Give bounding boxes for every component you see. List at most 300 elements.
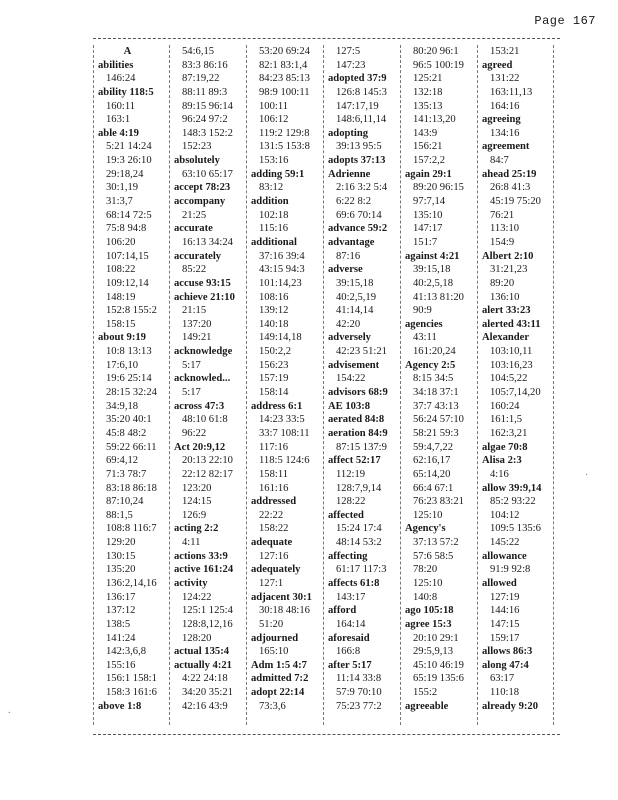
index-reference: 19:6 25:14 bbox=[106, 373, 152, 385]
index-word: ability 118:5 bbox=[98, 86, 154, 98]
index-column-1 bbox=[93, 45, 170, 725]
index-reference: 69:4,12 bbox=[106, 455, 139, 467]
index-reference: 155:2 bbox=[413, 687, 438, 699]
index-reference: 165:10 bbox=[259, 646, 289, 658]
index-word: achieve 21:10 bbox=[174, 291, 235, 303]
index-word: Alisa 2:3 bbox=[482, 455, 522, 467]
index-word: Albert 2:10 bbox=[482, 250, 534, 262]
index-word: allows 86:3 bbox=[482, 646, 533, 658]
index-word: additional bbox=[251, 236, 297, 248]
index-reference: 89:20 96:15 bbox=[413, 182, 464, 194]
word-index-table bbox=[93, 45, 560, 725]
index-reference: 11:14 33:8 bbox=[336, 673, 382, 685]
index-word: adversely bbox=[328, 332, 371, 344]
index-reference: 76:21 bbox=[490, 209, 515, 221]
index-reference: 130:15 bbox=[106, 550, 136, 562]
index-reference: 89:15 96:14 bbox=[182, 100, 233, 112]
index-reference: 96:24 97:2 bbox=[182, 114, 228, 126]
index-reference: 135:20 bbox=[106, 564, 136, 576]
index-reference: 37:13 57:2 bbox=[413, 537, 459, 549]
index-reference: 5:17 bbox=[182, 387, 201, 399]
index-reference: 141:13,20 bbox=[413, 114, 456, 126]
index-word: address 6:1 bbox=[251, 400, 303, 412]
index-word: agreeable bbox=[405, 700, 449, 712]
index-reference: 127:5 bbox=[336, 46, 361, 57]
index-reference: 156:1 158:1 bbox=[106, 673, 157, 685]
index-reference: 149:21 bbox=[182, 332, 212, 344]
index-reference: 82:1 83:1,4 bbox=[259, 59, 308, 71]
index-reference: 37:7 43:13 bbox=[413, 400, 459, 412]
index-reference: 156:21 bbox=[413, 141, 443, 153]
index-word: affected bbox=[328, 509, 364, 521]
index-word: alerted 43:11 bbox=[482, 318, 541, 330]
index-reference: 105:7,14,20 bbox=[490, 387, 541, 399]
index-reference: 30:1,19 bbox=[106, 182, 139, 194]
index-reference: 160:11 bbox=[106, 100, 136, 112]
index-reference: 135:13 bbox=[413, 100, 443, 112]
index-reference: 35:20 40:1 bbox=[106, 414, 152, 426]
index-reference: 157:19 bbox=[259, 373, 289, 385]
index-reference: 154:9 bbox=[490, 236, 515, 248]
index-word: accompany bbox=[174, 196, 226, 208]
index-reference: 48:10 61:8 bbox=[182, 414, 228, 426]
index-reference: 110:18 bbox=[490, 687, 520, 699]
index-reference: 85:2 93:22 bbox=[490, 496, 536, 508]
index-reference: 147:17,19 bbox=[336, 100, 379, 112]
index-reference: 112:19 bbox=[336, 468, 366, 480]
index-reference: 164:16 bbox=[490, 100, 520, 112]
index-word: accurate bbox=[174, 223, 213, 235]
index-reference: 103:16,23 bbox=[490, 359, 533, 371]
index-reference: 151:7 bbox=[413, 236, 438, 248]
index-column-6 bbox=[478, 45, 554, 725]
index-reference: 143:9 bbox=[413, 127, 438, 139]
index-reference: 109:12,14 bbox=[106, 277, 149, 289]
index-word: allowance bbox=[482, 550, 527, 562]
index-reference: 21:15 bbox=[182, 305, 207, 317]
index-reference: 96:5 100:19 bbox=[413, 59, 464, 71]
index-reference: 138:5 bbox=[106, 618, 131, 630]
index-reference: 158:15 bbox=[106, 318, 136, 330]
index-column-2 bbox=[170, 45, 247, 725]
index-reference: 15:24 17:4 bbox=[336, 523, 382, 535]
index-reference: 63:10 65:17 bbox=[182, 168, 233, 180]
index-reference: 22:22 bbox=[259, 509, 284, 521]
index-reference: 57:9 70:10 bbox=[336, 687, 382, 699]
index-reference: 135:10 bbox=[413, 209, 443, 221]
index-reference: 20:10 29:1 bbox=[413, 632, 459, 644]
index-reference: 65:19 135:6 bbox=[413, 673, 464, 685]
index-reference: 132:18 bbox=[413, 86, 443, 98]
index-reference: 88:11 89:3 bbox=[182, 86, 228, 98]
index-reference: 42:16 43:9 bbox=[182, 700, 228, 712]
index-reference: 59:4,7,22 bbox=[413, 441, 454, 453]
index-reference: 140:8 bbox=[413, 591, 438, 603]
page-number: Page 167 bbox=[534, 14, 596, 28]
index-reference: 113:10 bbox=[490, 223, 520, 235]
index-reference: 58:21 59:3 bbox=[413, 427, 459, 439]
index-reference: 126:9 bbox=[182, 509, 207, 521]
index-reference: 108:16 bbox=[259, 291, 289, 303]
index-reference: 131:22 bbox=[490, 73, 520, 85]
index-reference: 30:18 48:16 bbox=[259, 605, 310, 617]
index-word: along 47:4 bbox=[482, 659, 529, 671]
index-reference: 45:19 75:20 bbox=[490, 196, 541, 208]
index-reference: 128:22 bbox=[336, 496, 366, 508]
index-word: addressed bbox=[251, 496, 297, 508]
index-reference: 107:14,15 bbox=[106, 250, 149, 262]
index-reference: 152:8 155:2 bbox=[106, 305, 157, 317]
index-reference: 145:22 bbox=[490, 537, 520, 549]
index-reference: 16:13 34:24 bbox=[182, 236, 233, 248]
index-reference: 101:14,23 bbox=[259, 277, 302, 289]
index-reference: 8:15 34:5 bbox=[413, 373, 454, 385]
index-reference: 4:22 24:18 bbox=[182, 673, 228, 685]
index-word: aforesaid bbox=[328, 632, 370, 644]
index-word: ahead 25:19 bbox=[482, 168, 537, 180]
index-reference: 54:6,15 bbox=[182, 46, 215, 57]
index-word: adequately bbox=[251, 564, 301, 576]
index-word: alert 33:23 bbox=[482, 305, 531, 317]
index-reference: 53:20 69:24 bbox=[259, 46, 310, 57]
index-reference: 43:11 bbox=[413, 332, 437, 344]
index-reference: 115:16 bbox=[259, 223, 289, 235]
index-reference: 96:22 bbox=[182, 427, 207, 439]
index-reference: 6:22 8:2 bbox=[336, 196, 372, 208]
index-reference: 75:8 94:8 bbox=[106, 223, 147, 235]
index-word: already 9:20 bbox=[482, 700, 539, 712]
index-reference: 128:20 bbox=[182, 632, 212, 644]
index-word: agreeing bbox=[482, 114, 521, 126]
index-reference: 153:21 bbox=[490, 46, 520, 57]
index-reference: 5:21 14:24 bbox=[106, 141, 152, 153]
index-word: addition bbox=[251, 196, 289, 208]
index-word: active 161:24 bbox=[174, 564, 234, 576]
index-reference: 20:13 22:10 bbox=[182, 455, 233, 467]
index-reference: 156:23 bbox=[259, 359, 289, 371]
index-reference: 125:21 bbox=[413, 73, 443, 85]
scan-speck: . bbox=[8, 705, 11, 716]
index-reference: 4:16 bbox=[490, 468, 509, 480]
index-reference: 102:18 bbox=[259, 209, 289, 221]
index-reference: 127:16 bbox=[259, 550, 289, 562]
index-word: AE 103:8 bbox=[328, 400, 371, 412]
index-word: aeration 84:9 bbox=[328, 427, 388, 439]
index-reference: 66:4 67:1 bbox=[413, 482, 454, 494]
index-reference: 159:17 bbox=[490, 632, 520, 644]
index-word: allow 39:9,14 bbox=[482, 482, 542, 494]
index-reference: 127:1 bbox=[259, 577, 284, 589]
index-reference: 40:2,5,19 bbox=[336, 291, 377, 303]
index-word: affect 52:17 bbox=[328, 455, 381, 467]
index-reference: 163:1 bbox=[106, 114, 131, 126]
index-reference: 41:14,14 bbox=[336, 305, 374, 317]
index-word: Agency's bbox=[405, 523, 446, 535]
index-reference: 26:8 41:3 bbox=[490, 182, 531, 194]
index-reference: 144:16 bbox=[490, 605, 520, 617]
index-reference: 87:16 bbox=[336, 250, 361, 262]
index-reference: 152:23 bbox=[182, 141, 212, 153]
index-reference: 68:14 72:5 bbox=[106, 209, 152, 221]
index-reference: 87:19,22 bbox=[182, 73, 220, 85]
index-word: accept 78:23 bbox=[174, 182, 231, 194]
index-reference: 137:20 bbox=[182, 318, 212, 330]
index-reference: 136:17 bbox=[106, 591, 136, 603]
index-reference: 149:14,18 bbox=[259, 332, 302, 344]
index-reference: 85:22 bbox=[182, 264, 207, 276]
index-word: agencies bbox=[405, 318, 443, 330]
index-reference: 91:9 92:8 bbox=[490, 564, 531, 576]
index-word: affects 61:8 bbox=[328, 577, 380, 589]
index-reference: 71:3 78:7 bbox=[106, 468, 147, 480]
index-reference: 157:2,2 bbox=[413, 155, 446, 167]
index-reference: 161:20,24 bbox=[413, 346, 456, 358]
index-reference: 89:20 bbox=[490, 277, 515, 289]
index-word: advisement bbox=[328, 359, 380, 371]
index-word: actually 4:21 bbox=[174, 659, 232, 671]
index-reference: 59:22 66:11 bbox=[106, 441, 157, 453]
index-reference: 109:5 135:6 bbox=[490, 523, 541, 535]
index-word: adequate bbox=[251, 537, 293, 549]
index-reference: 150:2,2 bbox=[259, 346, 292, 358]
index-reference: 161:1,5 bbox=[490, 414, 523, 426]
index-reference: 139:12 bbox=[259, 305, 289, 317]
index-letter-heading: A bbox=[123, 46, 132, 57]
index-word: Adm 1:5 4:7 bbox=[251, 659, 307, 671]
index-word: adverse bbox=[328, 264, 363, 276]
index-reference: 62:16,17 bbox=[413, 455, 451, 467]
index-reference: 84:7 bbox=[490, 155, 509, 167]
index-word: allowed bbox=[482, 577, 517, 589]
index-word: against 4:21 bbox=[405, 250, 460, 262]
index-reference: 158:14 bbox=[259, 387, 289, 399]
index-reference: 45:8 48:2 bbox=[106, 427, 147, 439]
index-reference: 158:11 bbox=[259, 468, 289, 480]
index-reference: 124:22 bbox=[182, 591, 212, 603]
index-reference: 124:15 bbox=[182, 496, 212, 508]
index-reference: 147:23 bbox=[336, 59, 366, 71]
index-reference: 4:11 bbox=[182, 537, 201, 549]
index-word: adopt 22:14 bbox=[251, 687, 305, 699]
index-word: agreement bbox=[482, 141, 530, 153]
index-reference: 22:12 82:17 bbox=[182, 468, 233, 480]
index-reference: 148:6,11,14 bbox=[336, 114, 387, 126]
index-word: about 9:19 bbox=[98, 332, 146, 344]
index-reference: 31:21,23 bbox=[490, 264, 528, 276]
index-reference: 88:1,5 bbox=[106, 509, 133, 521]
index-word: Agency 2:5 bbox=[405, 359, 456, 371]
index-reference: 51:20 bbox=[259, 618, 284, 630]
index-reference: 153:16 bbox=[259, 155, 289, 167]
index-reference: 137:12 bbox=[106, 605, 136, 617]
index-reference: 33:7 108:11 bbox=[259, 427, 310, 439]
index-reference: 125:10 bbox=[413, 509, 443, 521]
index-word: ago 105:18 bbox=[405, 605, 454, 617]
index-reference: 34:9,18 bbox=[106, 400, 139, 412]
index-column-4 bbox=[324, 45, 401, 725]
index-reference: 17:6,10 bbox=[106, 359, 139, 371]
index-reference: 65:14,20 bbox=[413, 468, 451, 480]
index-reference: 163:11,13 bbox=[490, 86, 533, 98]
index-reference: 75:23 77:2 bbox=[336, 700, 382, 712]
index-word: adopts 37:13 bbox=[328, 155, 386, 167]
index-reference: 126:8 145:3 bbox=[336, 86, 387, 98]
index-reference: 83:12 bbox=[259, 182, 284, 194]
index-word: advance 59:2 bbox=[328, 223, 388, 235]
index-reference: 161:16 bbox=[259, 482, 289, 494]
index-reference: 108:22 bbox=[106, 264, 136, 276]
index-reference: 147:15 bbox=[490, 618, 520, 630]
index-reference: 128:7,9,14 bbox=[336, 482, 382, 494]
index-reference: 87:15 137:9 bbox=[336, 441, 387, 453]
index-reference: 56:24 57:10 bbox=[413, 414, 464, 426]
index-word: actions 33:9 bbox=[174, 550, 228, 562]
index-word: aerated 84:8 bbox=[328, 414, 385, 426]
index-reference: 140:18 bbox=[259, 318, 289, 330]
index-reference: 42:23 51:21 bbox=[336, 346, 387, 358]
index-word: advantage bbox=[328, 236, 375, 248]
index-word: across 47:3 bbox=[174, 400, 225, 412]
index-reference: 106:20 bbox=[106, 236, 136, 248]
index-reference: 119:2 129:8 bbox=[259, 127, 310, 139]
index-word: advisors 68:9 bbox=[328, 387, 388, 399]
index-reference: 14:23 33:5 bbox=[259, 414, 305, 426]
index-reference: 39:13 95:5 bbox=[336, 141, 382, 153]
index-reference: 63:17 bbox=[490, 673, 515, 685]
index-reference: 162:3,21 bbox=[490, 427, 528, 439]
index-reference: 141:24 bbox=[106, 632, 136, 644]
index-reference: 136:2,14,16 bbox=[106, 577, 157, 589]
index-word: adopted 37:9 bbox=[328, 73, 387, 85]
index-word: Act 20:9,12 bbox=[174, 441, 226, 453]
index-reference: 39:15,18 bbox=[336, 277, 374, 289]
index-reference: 118:5 124:6 bbox=[259, 455, 310, 467]
index-reference: 90:9 bbox=[413, 305, 432, 317]
index-reference: 80:20 96:1 bbox=[413, 46, 459, 57]
index-word: actual 135:4 bbox=[174, 646, 230, 658]
index-reference: 37:16 39:4 bbox=[259, 250, 305, 262]
index-column-5 bbox=[401, 45, 478, 725]
index-reference: 155:16 bbox=[106, 659, 136, 671]
index-word: adjacent 30:1 bbox=[251, 591, 312, 603]
index-word: abilities bbox=[98, 59, 134, 71]
index-reference: 147:17 bbox=[413, 223, 443, 235]
index-reference: 83:18 86:18 bbox=[106, 482, 157, 494]
index-reference: 29:5,9,13 bbox=[413, 646, 454, 658]
index-reference: 10:8 13:13 bbox=[106, 346, 152, 358]
index-word: admitted 7:2 bbox=[251, 673, 309, 685]
index-word: agree 15:3 bbox=[405, 618, 452, 630]
index-reference: 83:3 86:16 bbox=[182, 59, 228, 71]
index-word: acting 2:2 bbox=[174, 523, 219, 535]
index-reference: 148:3 152:2 bbox=[182, 127, 233, 139]
index-reference: 142:3,6,8 bbox=[106, 646, 147, 658]
index-reference: 19:3 26:10 bbox=[106, 155, 152, 167]
index-reference: 2:16 3:2 5:4 bbox=[336, 182, 388, 194]
scan-speck: · bbox=[585, 470, 589, 481]
index-reference: 108:8 116:7 bbox=[106, 523, 157, 535]
index-reference: 57:6 58:5 bbox=[413, 550, 454, 562]
index-reference: 117:16 bbox=[259, 441, 289, 453]
index-reference: 125:10 bbox=[413, 577, 443, 589]
index-reference: 48:14 53:2 bbox=[336, 537, 382, 549]
index-reference: 73:3,6 bbox=[259, 700, 286, 712]
index-word: again 29:1 bbox=[405, 168, 452, 180]
index-reference: 100:11 bbox=[259, 100, 289, 112]
index-word: Alexander bbox=[482, 332, 530, 344]
index-reference: 160:24 bbox=[490, 400, 520, 412]
index-word: accuse 93:15 bbox=[174, 277, 231, 289]
index-word: acknowled... bbox=[174, 373, 231, 385]
index-word: activity bbox=[174, 577, 208, 589]
index-reference: 143:17 bbox=[336, 591, 366, 603]
index-reference: 39:15,18 bbox=[413, 264, 451, 276]
index-word: algae 70:8 bbox=[482, 441, 528, 453]
index-word: adding 59:1 bbox=[251, 168, 305, 180]
index-reference: 104:5,22 bbox=[490, 373, 528, 385]
index-reference: 104:12 bbox=[490, 509, 520, 521]
index-reference: 76:23 83:21 bbox=[413, 496, 464, 508]
index-reference: 21:25 bbox=[182, 209, 207, 221]
index-reference: 136:10 bbox=[490, 291, 520, 303]
index-reference: 87:10,24 bbox=[106, 496, 144, 508]
index-reference: 131:5 153:8 bbox=[259, 141, 310, 153]
index-column-3 bbox=[247, 45, 324, 725]
index-reference: 128:8,12,16 bbox=[182, 618, 233, 630]
index-word: afford bbox=[328, 605, 357, 617]
index-reference: 34:18 37:1 bbox=[413, 387, 459, 399]
index-reference: 29:18,24 bbox=[106, 168, 144, 180]
index-reference: 69:6 70:14 bbox=[336, 209, 382, 221]
index-word: adopting bbox=[328, 127, 369, 139]
index-reference: 42:20 bbox=[336, 318, 361, 330]
index-reference: 127:19 bbox=[490, 591, 520, 603]
index-reference: 106:12 bbox=[259, 114, 289, 126]
index-word: absolutely bbox=[174, 155, 220, 167]
index-reference: 31:3,7 bbox=[106, 196, 133, 208]
index-reference: 125:1 125:4 bbox=[182, 605, 233, 617]
index-word: after 5:17 bbox=[328, 659, 372, 671]
index-reference: 61:17 117:3 bbox=[336, 564, 387, 576]
index-reference: 43:15 94:3 bbox=[259, 264, 305, 276]
index-reference: 134:16 bbox=[490, 127, 520, 139]
index-word: affecting bbox=[328, 550, 368, 562]
index-reference: 103:10,11 bbox=[490, 346, 533, 358]
index-reference: 158:3 161:6 bbox=[106, 687, 157, 699]
index-reference: 123:20 bbox=[182, 482, 212, 494]
index-reference: 40:2,5,18 bbox=[413, 277, 454, 289]
index-reference: 5:17 bbox=[182, 359, 201, 371]
index-reference: 164:14 bbox=[336, 618, 366, 630]
word-index-frame bbox=[93, 38, 560, 735]
index-word: Adrienne bbox=[328, 168, 371, 180]
index-reference: 97:7,14 bbox=[413, 196, 446, 208]
index-word: above 1:8 bbox=[98, 700, 142, 712]
index-reference: 34:20 35:21 bbox=[182, 687, 233, 699]
index-reference: 41:13 81:20 bbox=[413, 291, 464, 303]
index-word: adjourned bbox=[251, 632, 299, 644]
index-reference: 28:15 32:24 bbox=[106, 387, 157, 399]
index-reference: 146:24 bbox=[106, 73, 136, 85]
index-word: able 4:19 bbox=[98, 127, 139, 139]
index-reference: 45:10 46:19 bbox=[413, 659, 464, 671]
index-word: agreed bbox=[482, 59, 513, 71]
index-reference: 129:20 bbox=[106, 537, 136, 549]
index-word: acknowledge bbox=[174, 346, 233, 358]
index-reference: 166:8 bbox=[336, 646, 361, 658]
index-reference: 98:9 100:11 bbox=[259, 86, 310, 98]
index-word: accurately bbox=[174, 250, 222, 262]
